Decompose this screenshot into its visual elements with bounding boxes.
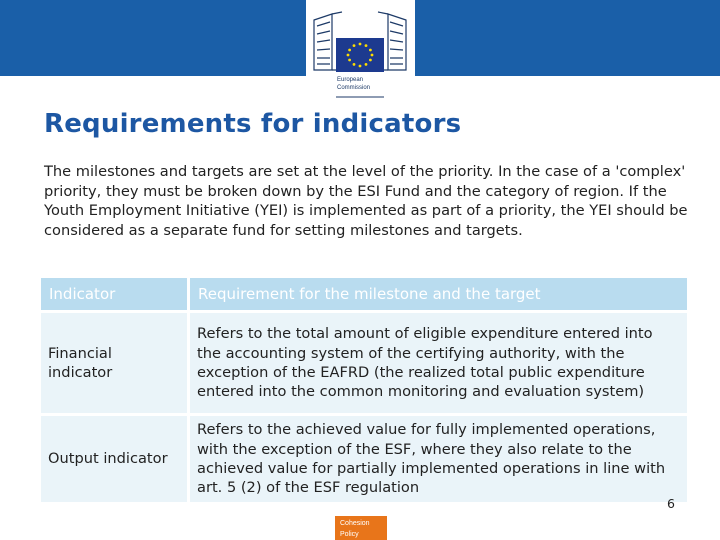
header-requirement: Requirement for the milestone and the target	[190, 278, 687, 310]
logo-line: European	[337, 77, 364, 83]
badge-line: Policy	[340, 531, 359, 538]
page-title: Requirements for indicators	[44, 109, 462, 139]
logo-caption	[337, 76, 370, 92]
indicator-cell: Financial indicator	[41, 313, 187, 413]
requirements-table	[38, 275, 690, 505]
table-row	[41, 416, 687, 502]
table-header-row	[41, 278, 687, 310]
badge-line: Cohesion	[340, 520, 370, 527]
table-row	[41, 313, 687, 413]
requirement-cell: Refers to the achieved value for fully implemented operations, with the exception of the ESF, where they also relate to the achieved value for partially implemented operations in line with art. 5 (2) of the ESF regulation	[190, 416, 687, 502]
page-number: 6	[667, 496, 675, 511]
logo-line: Commission	[337, 85, 371, 91]
intro-paragraph: The milestones and targets are set at the level of the priority. In the case of a 'complex' priority, they must be broken down by the ESI Fund and the category of region. If the Youth Employment Initiative (YEI) is implemented as part of a priority, the YEI should be considered as a separate fund for setting milestones and targets.	[44, 163, 688, 239]
indicator-cell: Output indicator	[41, 416, 187, 502]
requirement-cell: Refers to the total amount of eligible expenditure entered into the accounting system of the certifying authority, with the exception of the EAFRD (the realized total public expenditure entered into the common monitoring and evaluation system)	[190, 313, 687, 413]
header-indicator: Indicator	[41, 278, 187, 310]
cohesion-policy-badge	[335, 516, 387, 540]
